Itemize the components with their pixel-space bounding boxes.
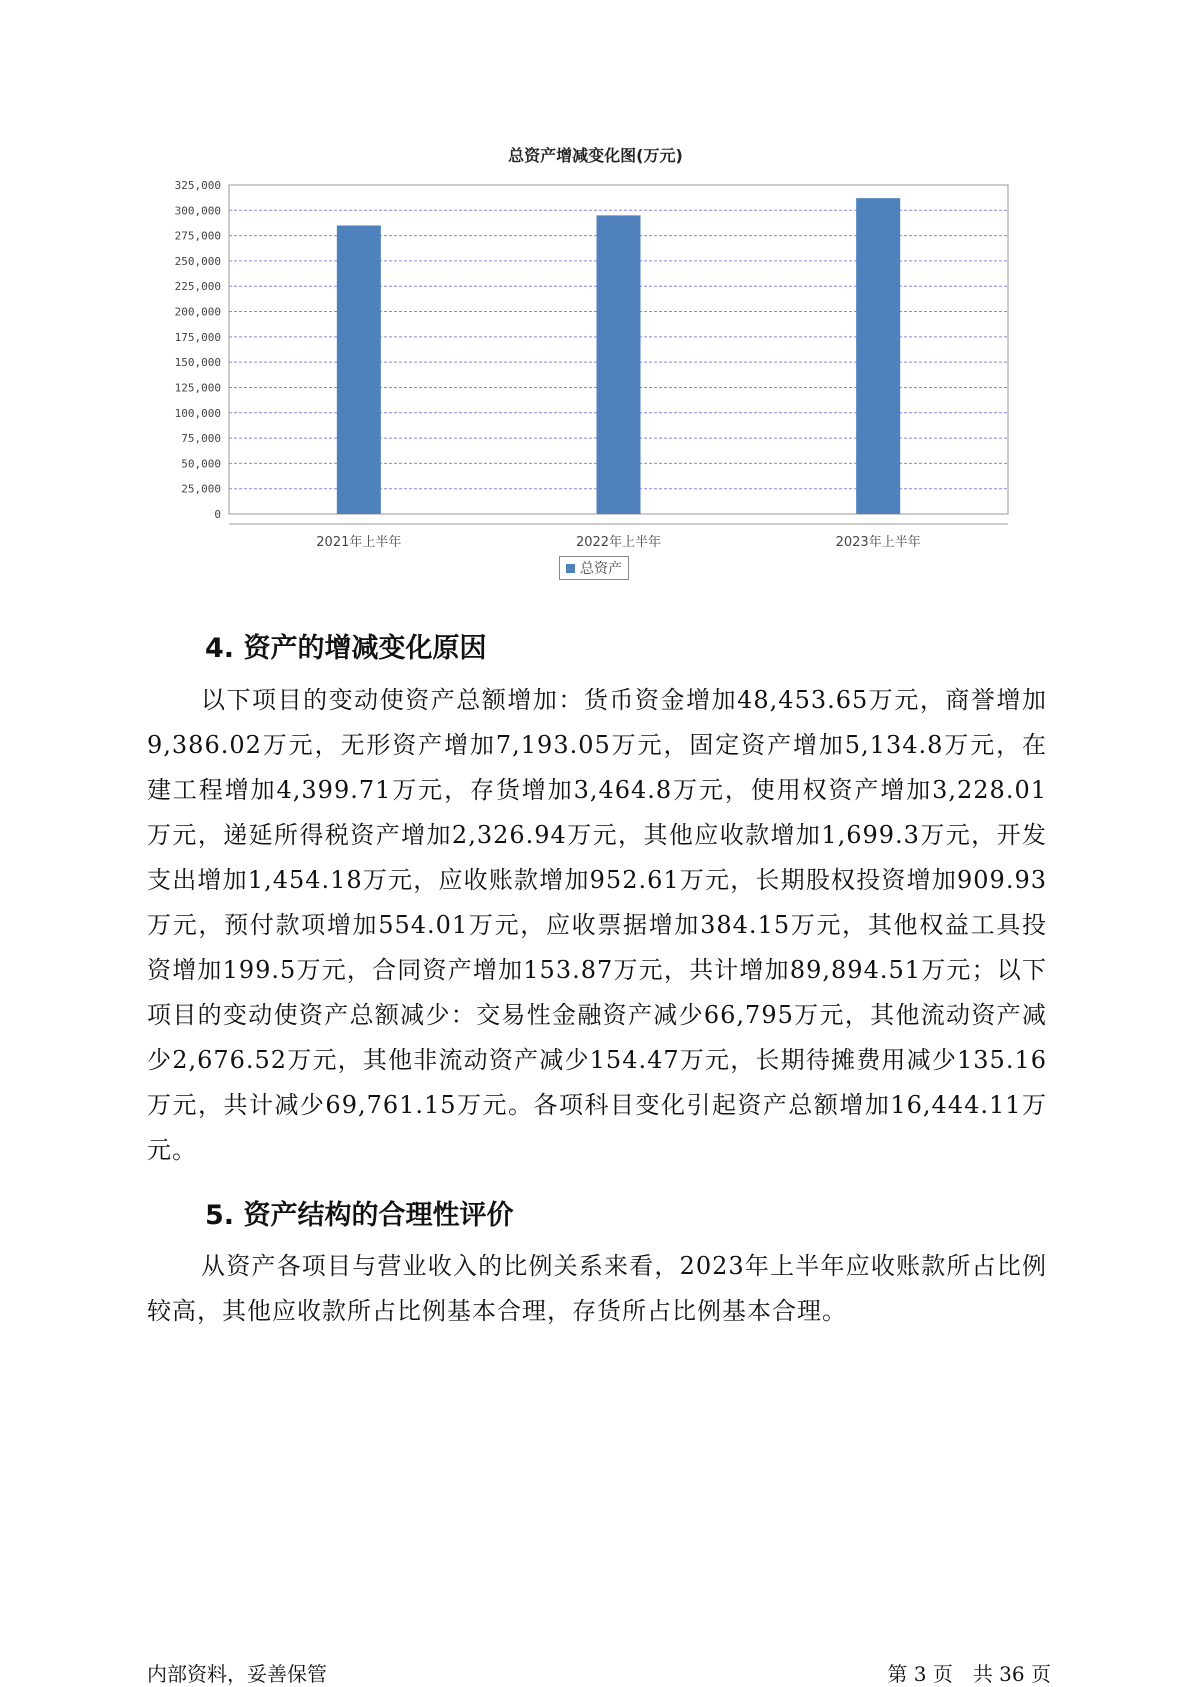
paragraph-asset-change-reasons: 以下项目的变动使资产总额增加：货币资金增加48,453.65万元，商誉增加9,386.02万元，无形资产增加7,193.05万元，固定资产增加5,134.8万元，在建工程增加4,399.71万元，存货增加3,464.8万元，使用权资产增加3,228.01万元，递延所得税资产增加2,326.94万元，其他应收款增加1,699.3万元，开发支出增加1,454.18万元，应收账款增加952.61万元，长期股权投资增加909.93万元，预付款项增加554.01万元，应收票据增加384.15万元，其他权益工具投资增加199.5万元，合同资产增加153.87万元，共计增加89,894.51万元；以下项目的变动使资产总额减少：交易性金融资产减少66,795万元，其他流动资产减少2,676.52万元，其他非流动资产减少154.47万元，长期待摊费用减少135.16万元，共计减少69,761.15万元。各项科目变化引起资产总额增加16,444.11万元。 [147,686,1047,1164]
y-tick-label: 50,000 [181,457,221,471]
footer-confidential-note: 内部资料，妥善保管 [147,1662,327,1686]
chart-bars [337,198,900,514]
x-tick-label: 2021年上半年 [316,535,402,550]
y-tick-label: 225,000 [174,280,221,294]
y-tick-label: 200,000 [174,305,221,319]
chart-title: 总资产增减变化图(万元) [508,146,683,165]
section-heading-asset-change-reasons: 4. 资产的增减变化原因 [205,633,487,664]
y-tick-label: 0 [214,508,221,521]
y-tick-label: 175,000 [174,330,221,344]
bar-3 [856,198,900,514]
legend-label-total-assets: 总资产 [580,561,622,577]
y-tick-label: 100,000 [174,406,221,420]
y-tick-label: 300,000 [174,204,221,218]
section-heading-asset-structure-evaluation: 5. 资产结构的合理性评价 [205,1200,514,1231]
y-axis-tick-labels [175,179,221,521]
footer-page-number: 第 3 页 共 36 页 [887,1662,1051,1686]
y-tick-label: 250,000 [174,254,221,268]
paragraph-asset-structure-evaluation: 从资产各项目与营业收入的比例关系来看，2023年上半年应收账款所占比例较高，其他应收款所占比例基本合理，存货所占比例基本合理。 [147,1252,1047,1325]
y-tick-label: 25,000 [181,482,221,496]
y-tick-label: 275,000 [174,229,221,243]
y-tick-label: 75,000 [181,432,221,446]
y-tick-label: 125,000 [174,381,221,395]
y-tick-label: 325,000 [174,179,221,192]
total-assets-bar-chart [0,0,1191,560]
bar-2 [597,215,641,514]
x-tick-label: 2022年上半年 [575,535,662,550]
bar-1 [337,225,381,514]
x-axis-tick-labels [316,534,920,550]
chart-legend [559,556,629,580]
y-tick-label: 150,000 [174,356,221,370]
legend-swatch-total-assets [566,564,575,573]
x-tick-label: 2023年上半年 [835,535,921,550]
